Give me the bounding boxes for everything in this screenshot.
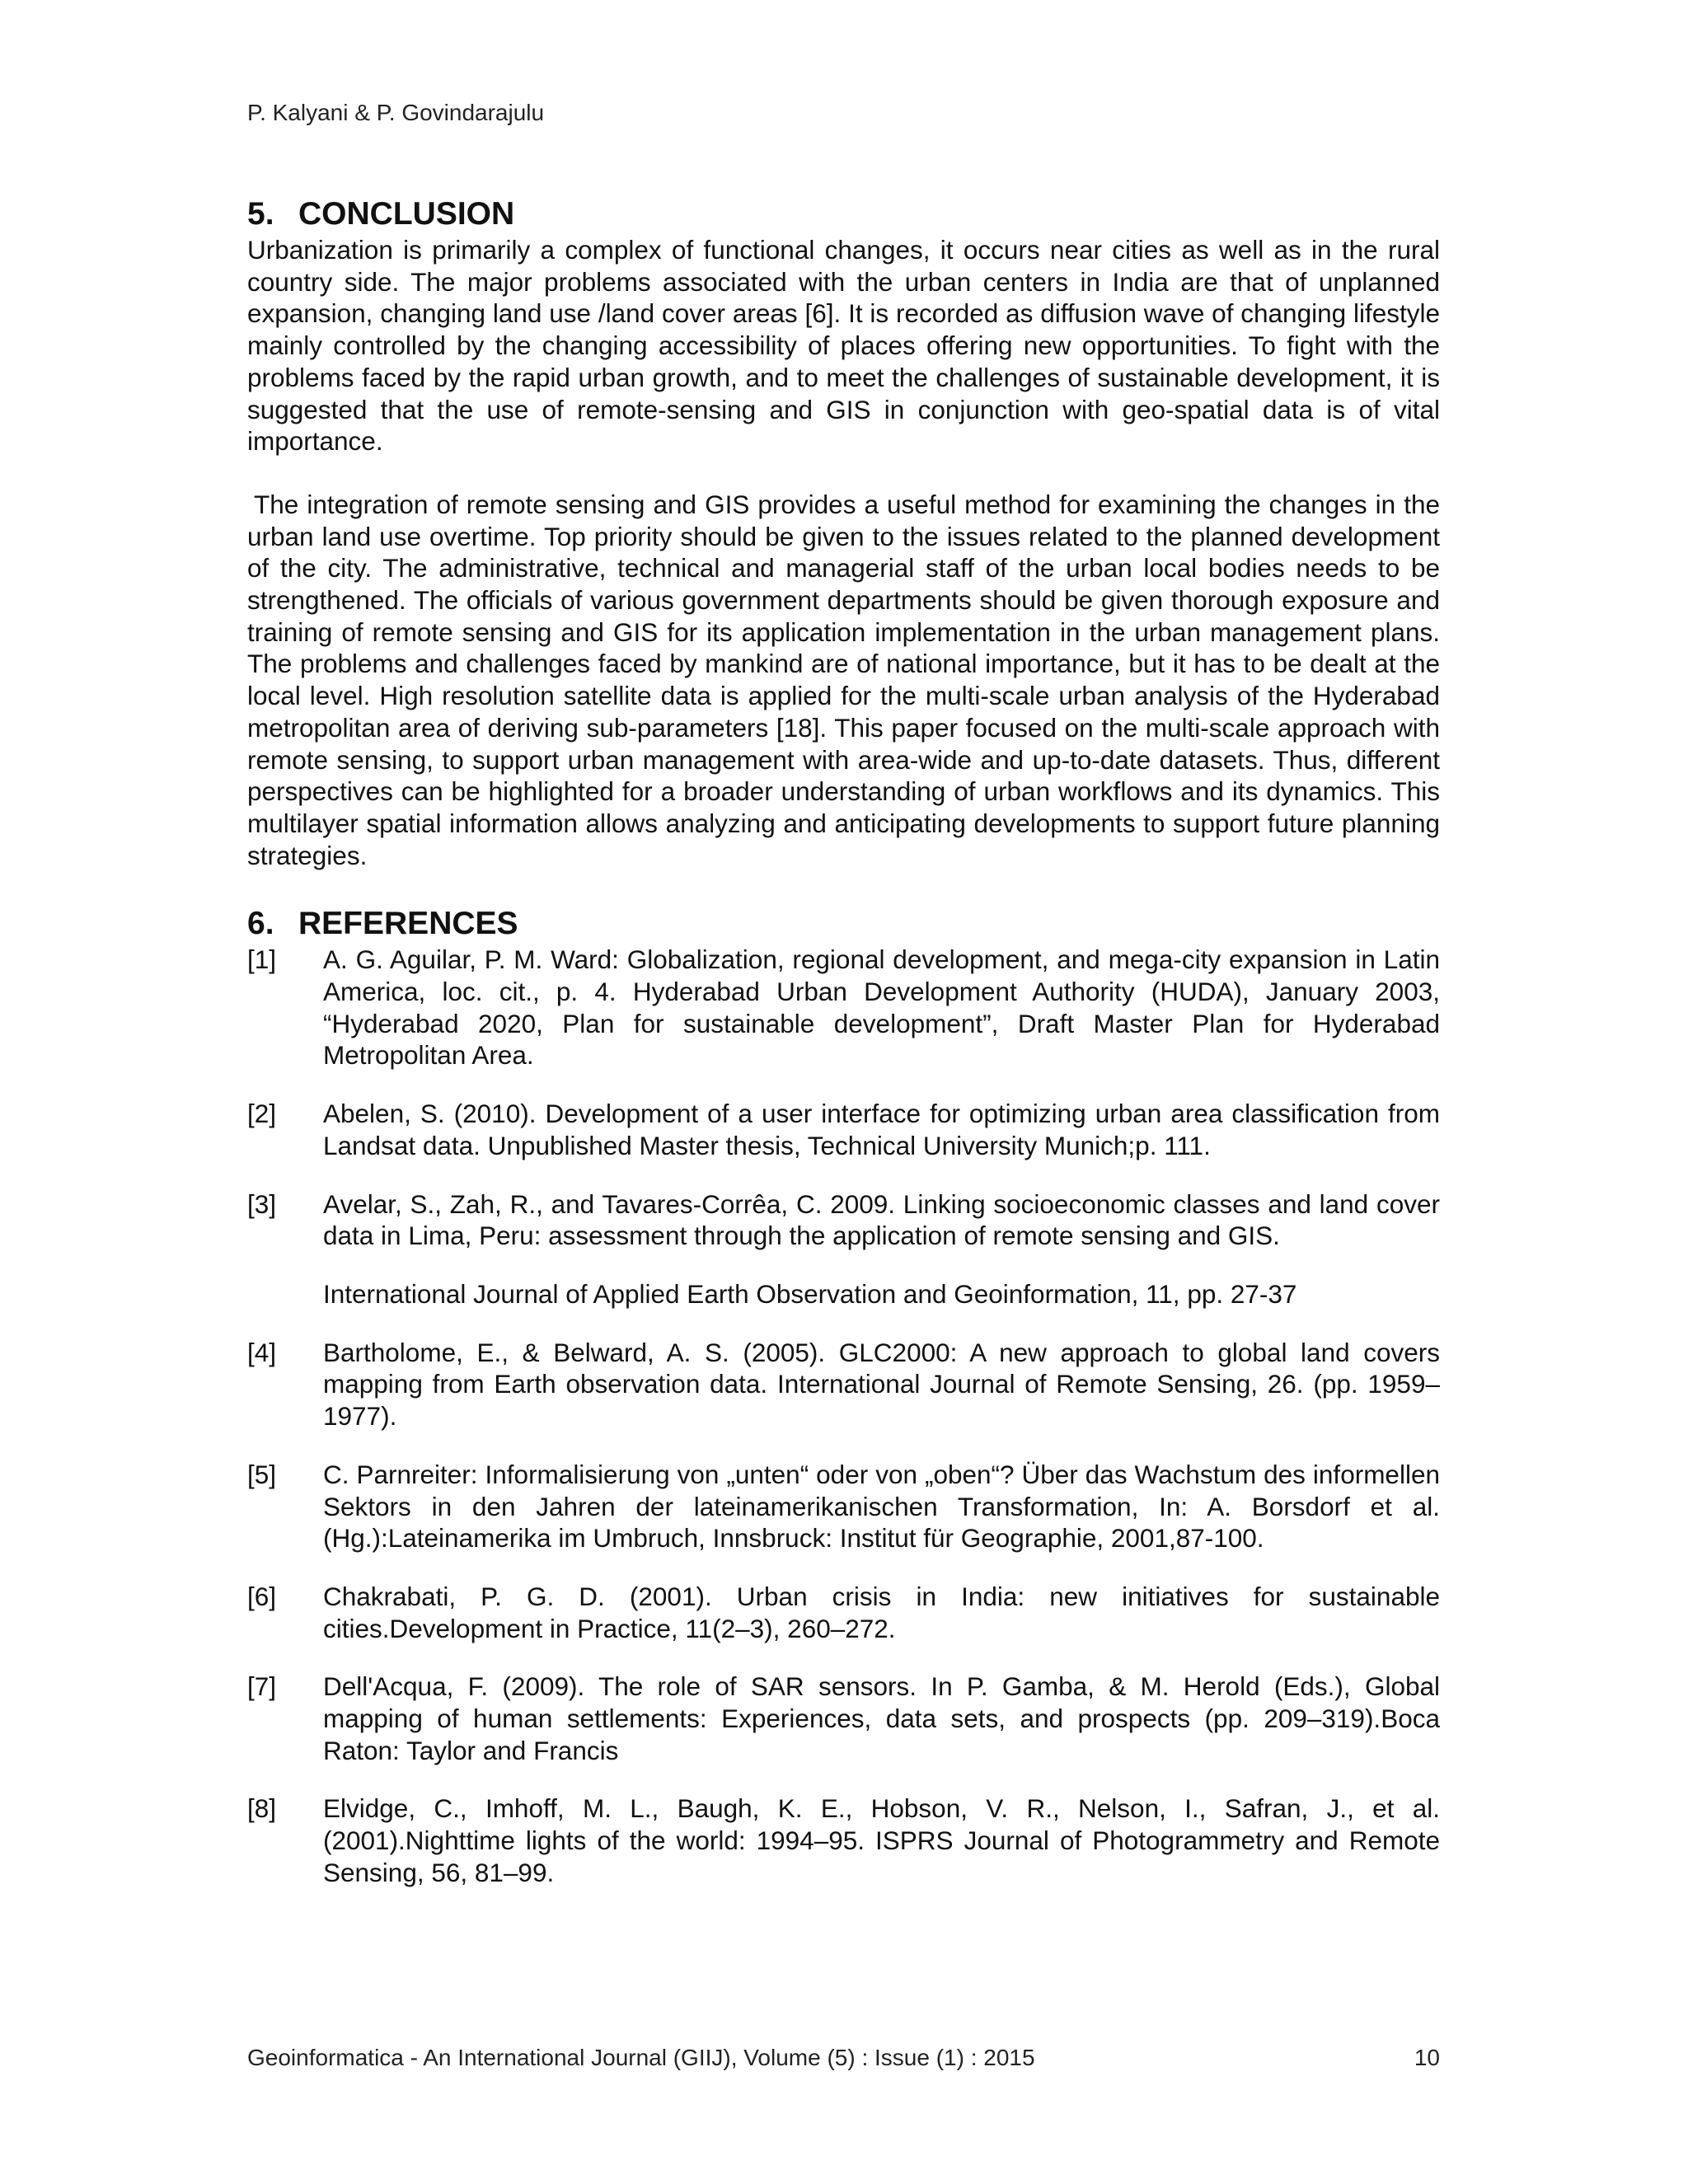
reference-item (247, 1337, 1440, 1432)
reference-item (247, 1793, 1440, 1888)
running-head-authors: P. Kalyani & P. Govindarajulu (247, 100, 545, 125)
reference-text: Elvidge, C., Imhoff, M. L., Baugh, K. E., Hobson, V. R., Nelson, I., Safran, J., et al. (2001).Nighttime lights of the world: 1994–95. ISPRS Journal of Photogrammetry and Remote Sensing, 56, 81–99. (323, 1793, 1440, 1887)
reference-item (247, 1098, 1440, 1161)
reference-item (247, 1671, 1440, 1766)
reference-number: [6] (247, 1581, 277, 1611)
reference-text: Chakrabati, P. G. D. (2001). Urban crisis in India: new initiatives for sustainable cities.Development in Practice, 11(2–3), 260–272. (323, 1581, 1440, 1643)
section-number: 5. (247, 196, 274, 232)
reference-number: [2] (247, 1099, 277, 1129)
reference-text: Dell'Acqua, F. (2009). The role of SAR sensors. In P. Gamba, & M. Herold (Eds.), Global mapping of human settlements: Experiences, data sets, and prospects (pp. 209–319).Boca Raton: Taylor and Francis (323, 1671, 1440, 1765)
reference-item (247, 1581, 1440, 1644)
conclusion-paragraph-1: Urbanization is primarily a complex of functional changes, it occurs near cities as well as in the rural country side. The major problems associated with the urban centers in India are that of unplanned expansion, changing land use /land cover areas [6]. It is recorded as diffusion wave of changing lifestyle mainly controlled by the changing accessibility of places offering new opportunities. To fight with the problems faced by the rapid urban growth, and to meet the challenges of sustainable development, it is suggested that the use of remote-sensing and GIS in conjunction with geo-spatial data is of vital importance. (247, 235, 1440, 457)
reference-text-block (323, 1188, 1440, 1310)
page-content (247, 194, 1440, 1915)
reference-item (247, 1459, 1440, 1554)
section-heading-references (247, 904, 1440, 944)
reference-text: Avelar, S., Zah, R., and Tavares-Corrêa, C. 2009. Linking socioeconomic classes and land cover data in Lima, Peru: assessment through the application of remote sensing and GIS. (323, 1188, 1440, 1251)
reference-number: [4] (247, 1337, 277, 1367)
reference-number: [5] (247, 1459, 277, 1489)
conclusion-paragraph-2: The integration of remote sensing and GIS provides a useful method for examining the changes in the urban land use overtime. Top priority should be given to the issues related to the planned development of the city. The administrative, technical and managerial staff of the urban local bodies needs to be strengthened. The officials of various government departments should be given thorough exposure and training of remote sensing and GIS for its application implementation in the urban management plans. The problems and challenges faced by mankind are of national importance, but it has to be dealt at the local level. High resolution satellite data is applied for the multi-scale urban analysis of the Hyderabad metropolitan area of deriving sub-parameters [18]. This paper focused on the multi-scale approach with remote sensing, to support urban management with area-wide and up-to-date datasets. Thus, different perspectives can be highlighted for a broader understanding of urban workflows and its dynamics. This multilayer spatial information allows analyzing and anticipating developments to support future planning strategies. (247, 489, 1440, 870)
footer-journal: Geoinformatica - An International Journal (GIIJ), Volume (5) : Issue (1) : 2015 (247, 2045, 1035, 2070)
reference-text: Bartholome, E., & Belward, A. S. (2005). GLC2000: A new approach to global land covers mapping from Earth observation data. International Journal of Remote Sensing, 26. (pp. 1959–1977). (323, 1337, 1440, 1432)
reference-number: [8] (247, 1793, 277, 1824)
reference-item (247, 1188, 1440, 1310)
section-title: CONCLUSION (298, 196, 515, 232)
page-number: 10 (1414, 2045, 1440, 2070)
reference-text: A. G. Aguilar, P. M. Ward: Globalization, regional development, and mega-city expansion in Latin America, loc. cit., p. 4. Hyderabad Urban Development Authority (HUDA), January 2003, “Hyderabad 2020, Plan for sustainable development”, Draft Master Plan for Hyderabad Metropolitan Area. (323, 944, 1440, 1071)
reference-text: C. Parnreiter: Informalisierung von „unten“ oder von „oben“? Über das Wachstum des informellen Sektors in den Jahren der lateinamerikanischen Transformation, In: A. Borsdorf et al. (Hg.):Lateinamerika im Umbruch, Innsbruck: Institut für Geographie, 2001,87-100. (323, 1459, 1440, 1554)
reference-continuation: International Journal of Applied Earth Observation and Geoinformation, 11, pp. 27-37 (323, 1278, 1297, 1309)
reference-number: [3] (247, 1188, 277, 1219)
reference-number: [7] (247, 1671, 277, 1702)
page-footer (247, 2044, 1440, 2072)
reference-list (247, 944, 1440, 1888)
reference-text: Abelen, S. (2010). Development of a user interface for optimizing urban area classification from Landsat data. Unpublished Master thesis, Technical University Munich;p. 111. (323, 1099, 1440, 1160)
section-title: REFERENCES (298, 906, 518, 942)
section-heading-conclusion (247, 194, 1440, 234)
reference-number: [1] (247, 944, 277, 975)
section-number: 6. (247, 906, 274, 942)
reference-item (247, 944, 1440, 1071)
